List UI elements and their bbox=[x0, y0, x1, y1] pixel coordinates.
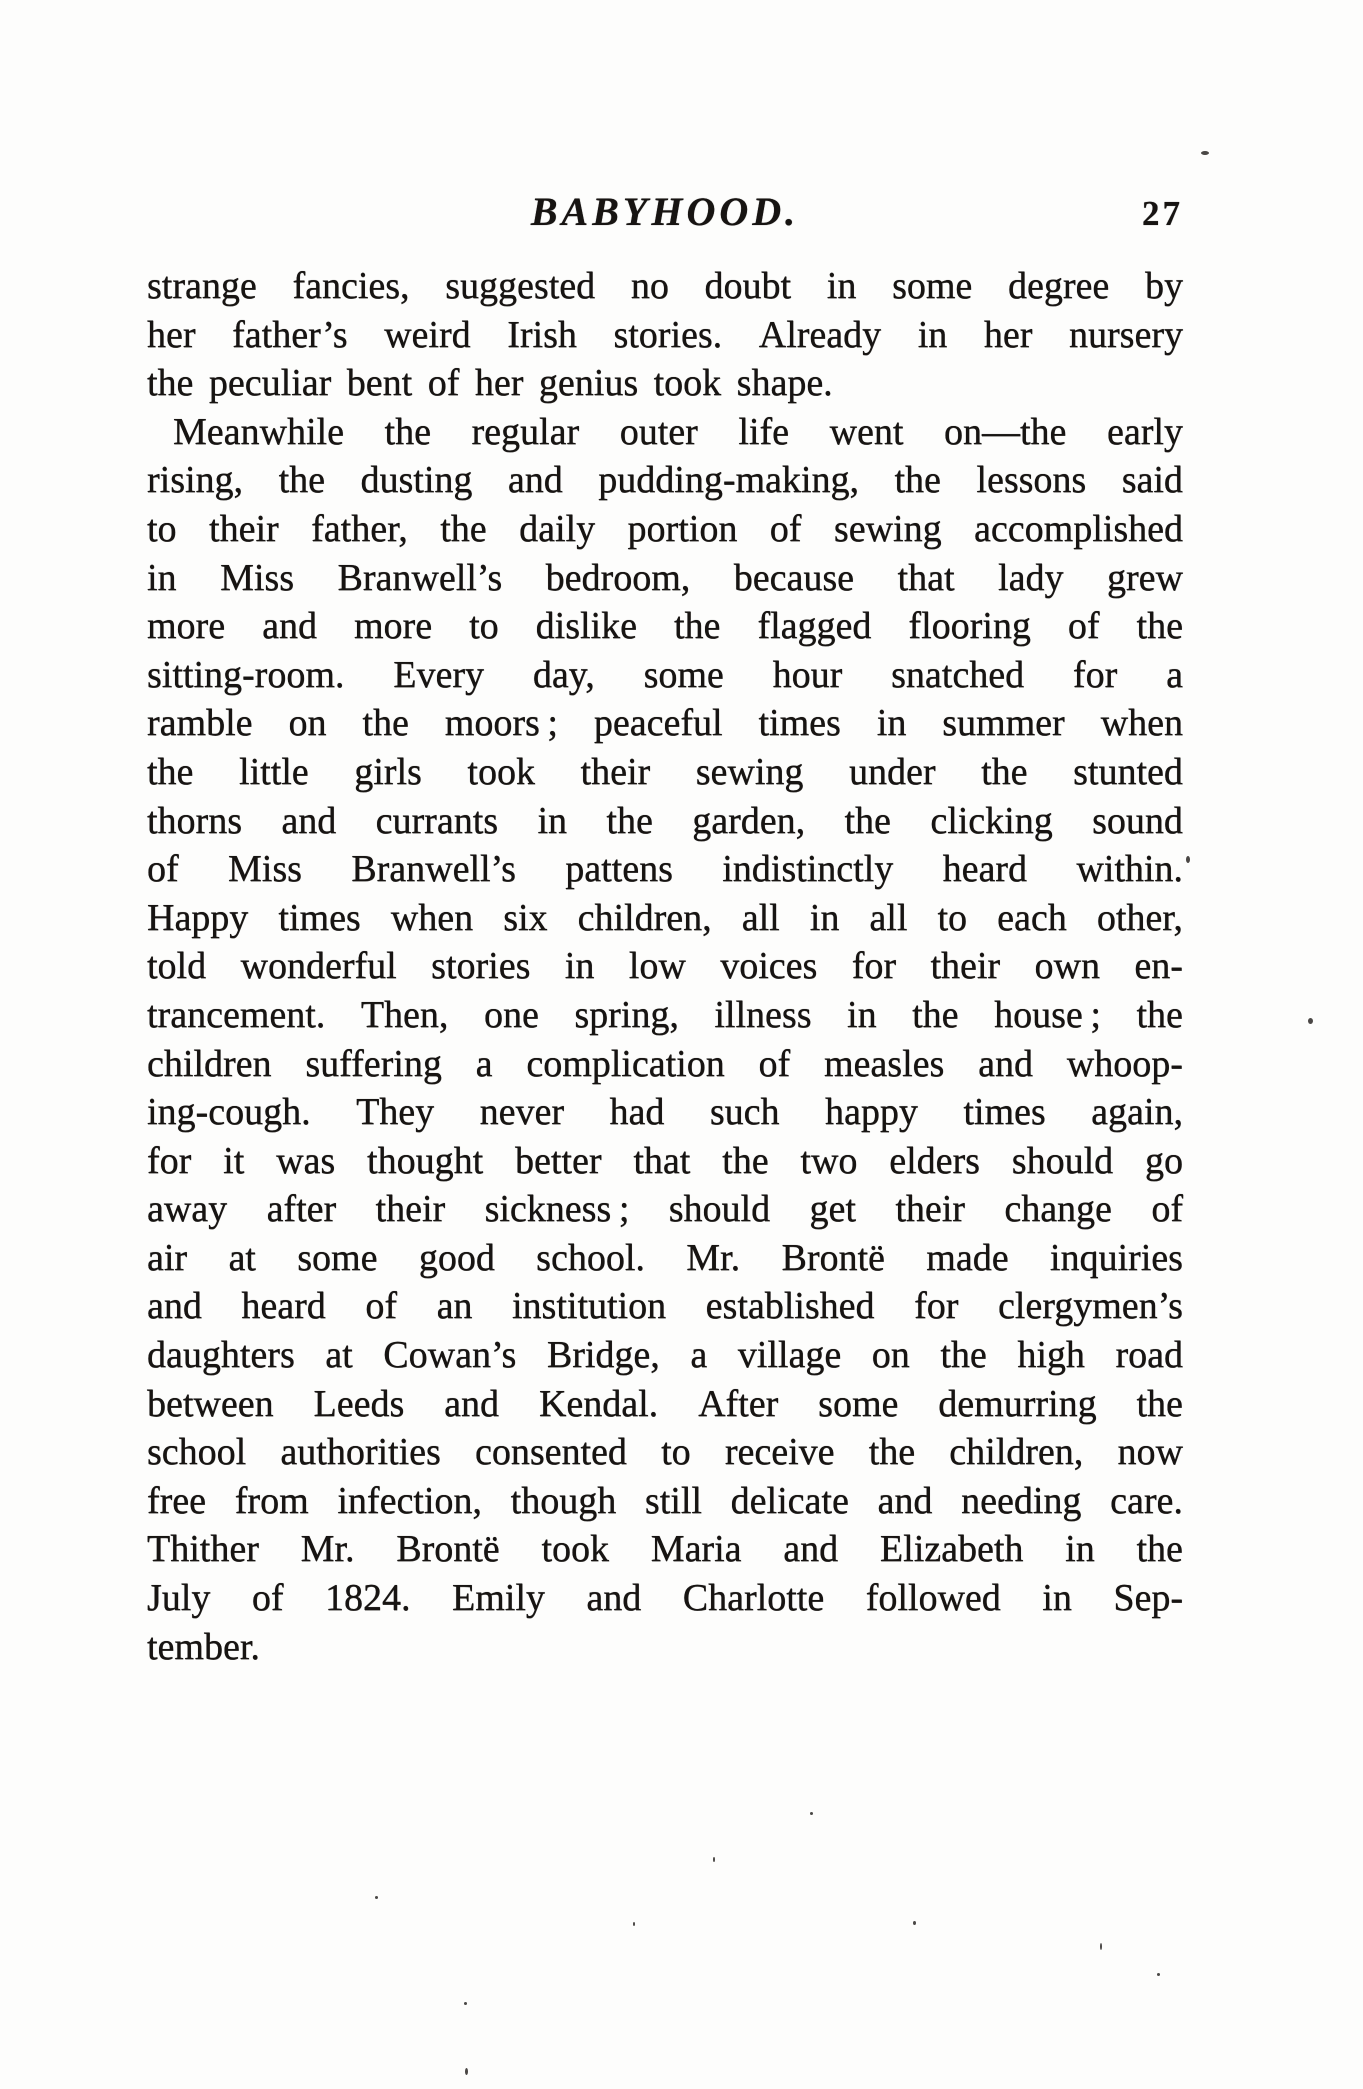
text-line: thorns and currants in the garden, the clicking sound bbox=[147, 799, 1183, 842]
text-line: the peculiar bent of her genius took shape. bbox=[147, 362, 833, 405]
text-line: tember. bbox=[147, 1625, 260, 1668]
scan-speck bbox=[633, 1922, 635, 1926]
scan-speck bbox=[810, 1812, 813, 1815]
text-line: sitting-room. Every day, some hour snatched for a bbox=[147, 653, 1183, 696]
text-line: for it was thought better that the two elders should go bbox=[147, 1139, 1183, 1182]
text-line: school authorities consented to receive the children, now bbox=[147, 1431, 1183, 1474]
text-line: free from infection, though still delicate and needing care. bbox=[147, 1479, 1183, 1522]
scan-speck bbox=[464, 2002, 467, 2005]
text-line: rising, the dusting and pudding-making, the lessons said bbox=[147, 459, 1183, 502]
text-line: Meanwhile the regular outer life went on—the early bbox=[173, 410, 1183, 453]
running-header-title: BABYHOOD. bbox=[530, 189, 800, 234]
text-line: daughters at Cowan’s Bridge, a village on the high road bbox=[147, 1334, 1183, 1377]
text-line: July of 1824. Emily and Charlotte followed in Sep- bbox=[147, 1577, 1183, 1620]
text-line: strange fancies, suggested no doubt in some degree by bbox=[147, 265, 1183, 307]
scan-speck bbox=[1308, 1018, 1313, 1024]
scan-speck bbox=[1100, 1943, 1102, 1950]
text-line: trancement. Then, one spring, illness in the house ; the bbox=[147, 993, 1183, 1036]
text-line: told wonderful stories in low voices for their own en- bbox=[147, 945, 1183, 988]
page-body bbox=[147, 262, 1183, 1671]
scan-speck bbox=[913, 1921, 916, 1925]
text-line: to their father, the daily portion of sewing accomplished bbox=[147, 507, 1183, 550]
text-line: Happy times when six children, all in all to each other, bbox=[147, 896, 1183, 939]
text-line: away after their sickness ; should get their change of bbox=[147, 1188, 1183, 1231]
scan-speck bbox=[1186, 856, 1190, 863]
text-line: more and more to dislike the flagged flooring of the bbox=[147, 605, 1183, 648]
page-number: 27 bbox=[1142, 194, 1183, 233]
text-line: ramble on the moors ; peaceful times in summer when bbox=[147, 702, 1183, 745]
text-line: the little girls took their sewing under the stunted bbox=[147, 750, 1183, 793]
scan-speck bbox=[1157, 1973, 1160, 1976]
text-line: air at some good school. Mr. Brontë made inquiries bbox=[147, 1236, 1183, 1279]
scan-speck bbox=[465, 2068, 468, 2075]
text-line: Thither Mr. Brontë took Maria and Elizabeth in the bbox=[147, 1528, 1183, 1571]
text-line: ing-cough. They never had such happy times again, bbox=[147, 1091, 1183, 1134]
text-line: of Miss Branwell’s pattens indistinctly heard within. bbox=[147, 848, 1183, 891]
scan-speck bbox=[375, 1896, 378, 1899]
text-line: and heard of an institution established for clergymen’s bbox=[147, 1285, 1183, 1328]
running-header bbox=[147, 190, 1183, 240]
scan-speck bbox=[713, 1857, 715, 1862]
text-line: children suffering a complication of measles and whoop- bbox=[147, 1042, 1183, 1085]
text-line: between Leeds and Kendal. After some demurring the bbox=[147, 1382, 1183, 1425]
scan-speck bbox=[1201, 151, 1209, 155]
text-line: her father’s weird Irish stories. Already in her nursery bbox=[147, 313, 1183, 356]
text-line: in Miss Branwell’s bedroom, because that lady grew bbox=[147, 556, 1183, 599]
